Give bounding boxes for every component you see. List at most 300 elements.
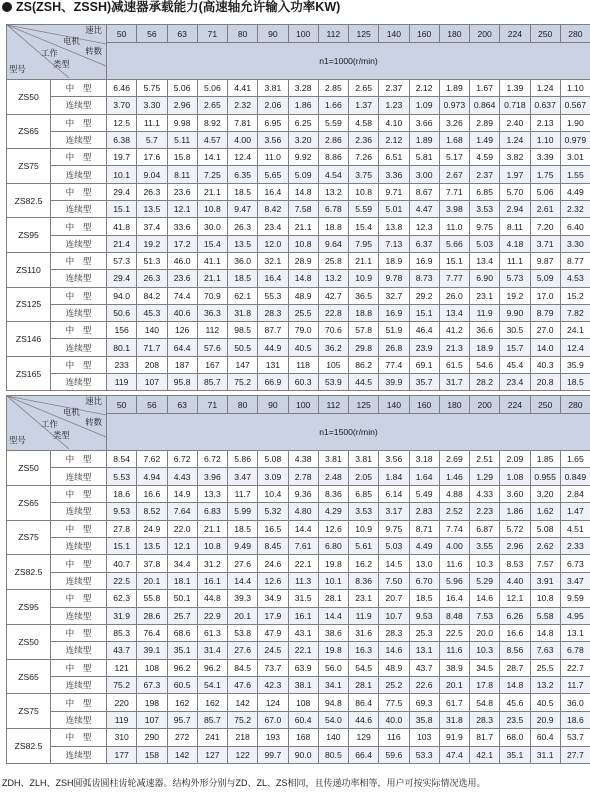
value-cell: 12.4 [228,149,258,166]
value-cell: 10.1 [107,166,137,183]
value-cell: 6.73 [560,555,590,572]
type-medium-label: 中 型 [51,590,107,607]
value-cell: 50.5 [228,339,258,356]
value-cell: 5.61 [349,537,379,554]
type-medium-label: 中 型 [51,694,107,711]
value-cell: 2.13 [530,114,560,131]
table-row [7,537,590,554]
value-cell: 241 [197,729,227,746]
value-cell: 22.8 [318,304,348,321]
value-cell: 119 [107,711,137,728]
value-cell: 48.9 [288,287,318,304]
table-row [7,746,590,763]
type-medium-label: 中 型 [51,80,107,97]
value-cell: 99.7 [258,746,288,763]
type-medium-label: 中 型 [51,555,107,572]
value-cell: 272 [167,729,197,746]
value-cell: 3.71 [530,235,560,252]
value-cell: 39.9 [379,374,409,391]
value-cell: 80.1 [107,339,137,356]
ratio-header-cell: 180 [439,396,469,414]
value-cell: 64.4 [167,339,197,356]
type-continuous-label: 连续型 [51,270,107,287]
value-cell: 4.38 [288,451,318,468]
value-cell: 12.1 [167,201,197,218]
value-cell: 90.0 [288,746,318,763]
value-cell: 26.3 [137,270,167,287]
value-cell: 31.8 [228,304,258,321]
value-cell: 59.6 [379,746,409,763]
value-cell: 1.46 [439,468,469,485]
value-cell: 12.0 [258,235,288,252]
value-cell: 5.59 [318,114,348,131]
value-cell: 31.6 [349,624,379,641]
value-cell: 21.1 [288,218,318,235]
value-cell: 23.1 [349,590,379,607]
value-cell: 15.1 [107,537,137,554]
value-cell: 7.77 [439,270,469,287]
value-cell: 17.6 [137,149,167,166]
value-cell: 12.5 [107,114,137,131]
value-cell: 43.1 [288,624,318,641]
value-cell: 147 [228,356,258,373]
value-cell: 62.3 [107,590,137,607]
value-cell: 0.864 [470,97,500,114]
value-cell: 16.9 [379,304,409,321]
value-cell: 11.9 [349,607,379,624]
value-cell: 233 [107,356,137,373]
value-cell: 13.0 [409,555,439,572]
value-cell: 45.4 [500,356,530,373]
value-cell: 2.06 [258,97,288,114]
type-continuous-label: 连续型 [51,339,107,356]
value-cell: 5.75 [137,80,167,97]
value-cell: 3.81 [258,80,288,97]
value-cell: 54.1 [197,677,227,694]
value-cell: 10.1 [318,572,348,589]
table-row [7,711,590,728]
type-continuous-label: 连续型 [51,607,107,624]
table-row [7,131,590,148]
model-cell: ZS82.5 [7,183,51,218]
value-cell: 3.70 [107,97,137,114]
value-cell: 4.10 [379,114,409,131]
value-cell: 41.8 [107,218,137,235]
value-cell: 14.8 [530,624,560,641]
value-cell: 1.90 [560,114,590,131]
value-cell: 23.6 [167,270,197,287]
value-cell: 20.1 [228,607,258,624]
value-cell: 7.50 [379,572,409,589]
value-cell: 77.5 [379,694,409,711]
ratio-header-cell: 80 [228,25,258,43]
value-cell: 60.4 [288,711,318,728]
value-cell: 18.5 [228,520,258,537]
value-cell: 76.4 [137,624,167,641]
value-cell: 10.4 [258,485,288,502]
value-cell: 27.6 [228,555,258,572]
value-cell: 198 [137,694,167,711]
value-cell: 6.85 [470,183,500,200]
ratio-header-cell: 224 [500,25,530,43]
value-cell: 22.5 [107,572,137,589]
value-cell: 31.8 [439,711,469,728]
header-rotation-label: 转数 [85,417,102,427]
value-cell: 8.42 [258,201,288,218]
value-cell: 10.8 [349,183,379,200]
value-cell: 5.65 [258,166,288,183]
value-cell: 28.3 [470,711,500,728]
footer-note: ZDH、ZLH、ZSH圆弧齿圆柱齿轮减速器。结构外形分别与ZD、ZL、ZS相同，且传递功率相等，用户可按实际情况选用。 [2,778,486,788]
value-cell: 3.96 [197,468,227,485]
value-cell: 0.718 [500,97,530,114]
value-cell: 12.1 [167,537,197,554]
value-cell: 8.36 [349,572,379,589]
ratio-header-cell: 56 [137,396,167,414]
value-cell: 33.6 [167,218,197,235]
value-cell: 105 [318,356,348,373]
value-cell: 8.73 [409,270,439,287]
value-cell: 26.3 [228,218,258,235]
value-cell: 25.3 [409,624,439,641]
value-cell: 2.33 [560,537,590,554]
value-cell: 2.52 [439,503,469,520]
value-cell: 167 [197,356,227,373]
value-cell: 4.41 [228,80,258,97]
value-cell: 8.54 [107,451,137,468]
value-cell: 46.0 [167,252,197,269]
value-cell: 140 [318,729,348,746]
ratio-header-cell: 80 [228,396,258,414]
value-cell: 23.4 [500,374,530,391]
value-cell: 71.7 [137,339,167,356]
value-cell: 44.5 [349,374,379,391]
value-cell: 22.7 [560,659,590,676]
value-cell: 7.13 [379,235,409,252]
value-cell: 4.57 [197,131,227,148]
ratio-header-cell: 56 [137,25,167,43]
value-cell: 8.71 [409,520,439,537]
value-cell: 47.9 [258,624,288,641]
value-cell: 66.9 [258,374,288,391]
value-cell: 21.1 [197,183,227,200]
value-cell: 3.75 [349,166,379,183]
value-cell: 4.40 [500,572,530,589]
ratio-header-cell: 125 [349,25,379,43]
value-cell: 10.9 [349,520,379,537]
table-row [7,183,590,200]
type-continuous-label: 连续型 [51,642,107,659]
value-cell: 14.9 [167,485,197,502]
table-row [7,270,590,287]
value-cell: 5.53 [107,468,137,485]
type-medium-label: 中 型 [51,218,107,235]
value-cell: 5.08 [530,520,560,537]
value-cell: 107 [137,711,167,728]
value-cell: 3.91 [530,572,560,589]
value-cell: 5.06 [197,80,227,97]
value-cell: 1.86 [500,503,530,520]
ratio-header-cell: 200 [470,25,500,43]
value-cell: 51.3 [137,252,167,269]
value-cell: 11.9 [470,304,500,321]
value-cell: 22.1 [288,555,318,572]
value-cell: 53.3 [409,746,439,763]
value-cell: 96.2 [197,659,227,676]
value-cell: 2.12 [379,131,409,148]
value-cell: 18.5 [409,590,439,607]
value-cell: 24.5 [258,642,288,659]
value-cell: 4.59 [470,149,500,166]
ratio-header-cell: 140 [379,396,409,414]
table-row [7,659,590,676]
value-cell: 15.7 [500,339,530,356]
value-cell: 20.7 [379,590,409,607]
value-cell: 23.9 [409,339,439,356]
value-cell: 7.57 [530,555,560,572]
value-cell: 3.20 [530,485,560,502]
value-cell: 2.12 [409,80,439,97]
value-cell: 28.9 [288,252,318,269]
model-cell: ZS50 [7,80,51,115]
value-cell: 11.1 [500,252,530,269]
value-cell: 3.47 [228,468,258,485]
value-cell: 16.1 [288,607,318,624]
type-continuous-label: 连续型 [51,97,107,114]
value-cell: 8.52 [137,503,167,520]
value-cell: 1.47 [560,503,590,520]
value-cell: 6.85 [349,485,379,502]
header-work-label: 工作 [41,48,58,58]
value-cell: 4.58 [349,114,379,131]
type-medium-label: 中 型 [51,520,107,537]
value-cell: 116 [379,729,409,746]
value-cell: 41.2 [439,322,469,339]
value-cell: 18.6 [107,485,137,502]
value-cell: 53.8 [228,624,258,641]
value-cell: 42.7 [318,287,348,304]
value-cell: 4.80 [288,503,318,520]
value-cell: 11.6 [439,555,469,572]
value-cell: 15.1 [409,304,439,321]
value-cell: 5.29 [470,572,500,589]
ratio-header-cell: 50 [107,25,137,43]
table-row [7,590,590,607]
value-cell: 2.05 [349,468,379,485]
type-continuous-label: 连续型 [51,235,107,252]
value-cell: 44.8 [197,590,227,607]
value-cell: 18.8 [318,218,348,235]
value-cell: 31.1 [530,746,560,763]
value-cell: 75.2 [107,677,137,694]
value-cell: 14.6 [379,642,409,659]
value-cell: 1.09 [409,97,439,114]
value-cell: 9.64 [318,235,348,252]
type-continuous-label: 连续型 [51,468,107,485]
header-ratio-label: 速比 [85,396,102,406]
value-cell: 5.70 [500,183,530,200]
value-cell: 57.3 [107,252,137,269]
value-cell: 22.5 [439,624,469,641]
value-cell: 40.7 [107,555,137,572]
value-cell: 4.49 [560,183,590,200]
value-cell: 14.6 [470,590,500,607]
value-cell: 27.7 [560,746,590,763]
value-cell: 3.66 [409,114,439,131]
value-cell: 28.3 [258,304,288,321]
value-cell: 36.5 [349,287,379,304]
value-cell: 74.4 [167,287,197,304]
ratio-header-cell: 100 [288,396,318,414]
value-cell: 3.17 [379,503,409,520]
value-cell: 9.92 [288,149,318,166]
value-cell: 25.5 [530,659,560,676]
value-cell: 3.39 [530,149,560,166]
value-cell: 3.26 [439,114,469,131]
value-cell: 22.1 [288,642,318,659]
value-cell: 22.0 [167,520,197,537]
value-cell: 2.37 [470,166,500,183]
value-cell: 6.35 [228,166,258,183]
value-cell: 70.6 [318,322,348,339]
value-cell: 8.67 [409,183,439,200]
value-cell: 56.0 [318,659,348,676]
value-cell: 43.7 [107,642,137,659]
value-cell: 40.6 [167,304,197,321]
value-cell: 4.18 [500,235,530,252]
value-cell: 28.7 [500,659,530,676]
value-cell: 4.94 [137,468,167,485]
value-cell: 1.39 [500,80,530,97]
value-cell: 5.17 [439,149,469,166]
value-cell: 7.26 [349,149,379,166]
model-cell: ZS75 [7,520,51,555]
model-cell: ZS75 [7,694,51,729]
value-cell: 19.8 [318,642,348,659]
value-cell: 66.4 [349,746,379,763]
value-cell: 1.97 [500,166,530,183]
value-cell: 193 [258,729,288,746]
value-cell: 18.5 [228,270,258,287]
value-cell: 142 [228,694,258,711]
value-cell: 17.0 [530,287,560,304]
value-cell: 5.72 [500,520,530,537]
value-cell: 5.96 [439,572,469,589]
type-medium-label: 中 型 [51,252,107,269]
model-cell: ZS75 [7,149,51,184]
value-cell: 1.37 [349,97,379,114]
table-row [7,235,590,252]
value-cell: 94.8 [318,694,348,711]
value-cell: 31.4 [197,642,227,659]
value-cell: 8.53 [500,555,530,572]
ratio-header-cell: 90 [258,396,288,414]
value-cell: 2.67 [439,166,469,183]
value-cell: 129 [349,729,379,746]
value-cell: 2.48 [318,468,348,485]
value-cell: 46.4 [409,322,439,339]
value-cell: 112 [197,322,227,339]
value-cell: 121 [107,659,137,676]
value-cell: 2.61 [530,201,560,218]
value-cell: 6.83 [197,503,227,520]
value-cell: 86.2 [349,356,379,373]
value-cell: 9.75 [379,520,409,537]
header-ratio-row [7,396,590,414]
value-cell: 15.1 [439,252,469,269]
value-cell: 14.0 [530,339,560,356]
value-cell: 53.7 [560,729,590,746]
type-continuous-label: 连续型 [51,503,107,520]
model-cell: ZS65 [7,485,51,520]
header-model-label: 型号 [9,435,26,445]
value-cell: 27.8 [107,520,137,537]
value-cell: 1.64 [409,468,439,485]
value-cell: 47.4 [439,746,469,763]
model-cell: ZS50 [7,451,51,486]
value-cell: 41.1 [197,252,227,269]
value-cell: 3.53 [349,503,379,520]
ratio-header-cell: 280 [560,25,590,43]
value-cell: 79.0 [288,322,318,339]
value-cell: 32.7 [379,287,409,304]
ratio-header-cell: 224 [500,396,530,414]
value-cell: 19.2 [500,287,530,304]
value-cell: 12.6 [318,520,348,537]
value-cell: 98.5 [228,322,258,339]
value-cell: 60.3 [288,374,318,391]
value-cell: 6.37 [409,235,439,252]
value-cell: 75.2 [228,711,258,728]
value-cell: 57.6 [197,339,227,356]
value-cell: 8.11 [167,166,197,183]
table-row [7,374,590,391]
value-cell: 34.1 [318,677,348,694]
value-cell: 25.7 [167,607,197,624]
header-diagonal-cell [7,25,107,80]
value-cell: 108 [137,659,167,676]
value-cell: 5.06 [167,80,197,97]
value-cell: 11.0 [258,149,288,166]
value-cell: 3.47 [560,572,590,589]
value-cell: 6.70 [409,572,439,589]
value-cell: 3.28 [288,80,318,97]
value-cell: 156 [107,322,137,339]
value-cell: 29.4 [107,183,137,200]
value-cell: 3.00 [409,166,439,183]
value-cell: 9.36 [288,485,318,502]
value-cell: 38.9 [439,659,469,676]
value-cell: 31.2 [197,555,227,572]
value-cell: 16.4 [439,590,469,607]
value-cell: 21.3 [439,339,469,356]
value-cell: 9.98 [167,114,197,131]
ratio-header-cell: 200 [470,396,500,414]
value-cell: 57.8 [349,322,379,339]
value-cell: 5.81 [409,149,439,166]
header-type-label: 类型 [53,430,70,440]
value-cell: 53.9 [318,374,348,391]
value-cell: 1.67 [470,80,500,97]
value-cell: 24.6 [258,555,288,572]
value-cell: 5.09 [530,270,560,287]
value-cell: 16.3 [349,642,379,659]
value-cell: 85.3 [107,624,137,641]
table-row [7,304,590,321]
value-cell: 13.4 [439,304,469,321]
value-cell: 16.1 [197,572,227,589]
value-cell: 6.87 [470,520,500,537]
